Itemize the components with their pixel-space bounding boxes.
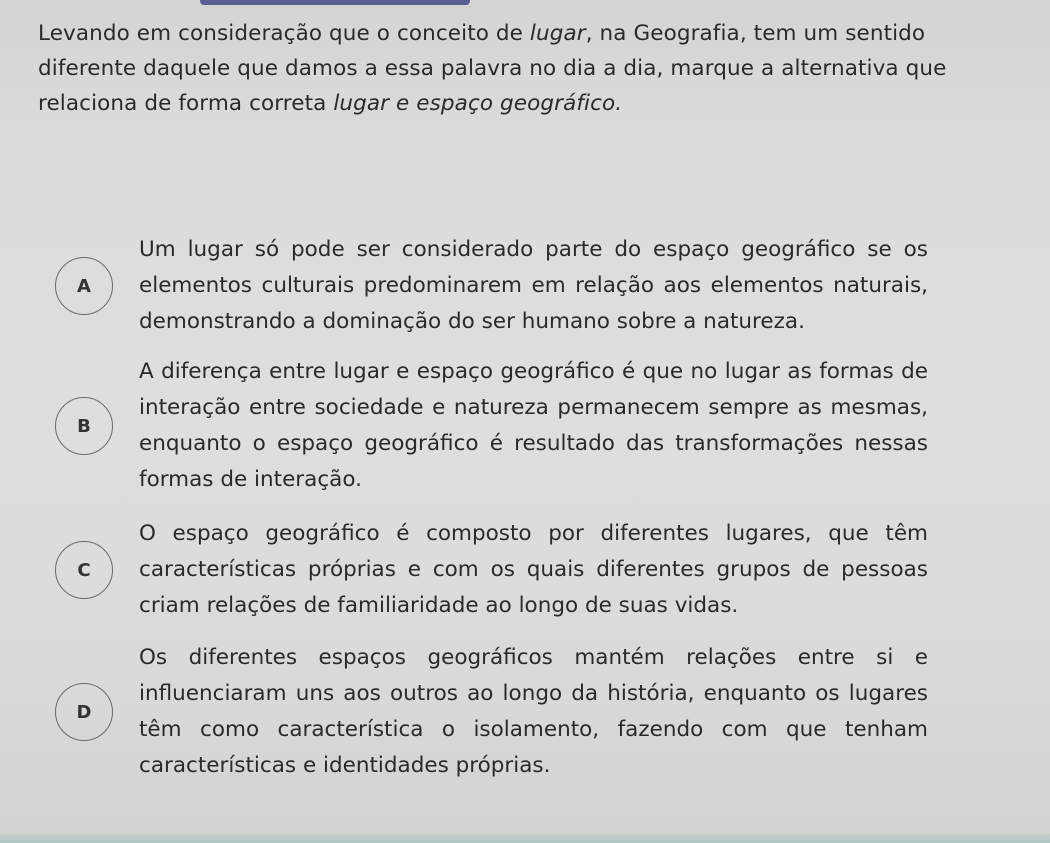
bottom-strip bbox=[0, 834, 1050, 843]
answer-options bbox=[55, 232, 935, 784]
option-b-letter[interactable]: B bbox=[55, 397, 113, 455]
option-d-text[interactable]: Os diferentes espaços geográficos mantém relações entre si e influenciaram uns aos outros ao longo da história, enquanto os lugares têm como característica o isolamento, fazendo com que tenham características e identidades próprias. bbox=[139, 645, 928, 778]
question-line-2: diferente daquele que damos a essa palavra no dia a dia, marque a alternativa que bbox=[38, 56, 947, 81]
option-a-letter[interactable]: A bbox=[55, 257, 113, 315]
option-a-text[interactable]: Um lugar só pode ser considerado parte do espaço geográfico se os elementos culturais predominarem em relação aos elementos naturais, demonstrando a dominação do ser humano sobre a natureza. bbox=[139, 237, 928, 334]
question-text bbox=[38, 16, 1043, 121]
question-emphasis-terms: lugar e espaço geográfico. bbox=[333, 91, 623, 116]
top-accent-bar bbox=[200, 0, 470, 5]
question-emphasis-lugar: lugar bbox=[529, 21, 586, 46]
option-b[interactable] bbox=[55, 354, 935, 498]
option-a[interactable] bbox=[55, 232, 935, 340]
question-line-1: Levando em consideração que o conceito de lugar, na Geografia, tem um sentido bbox=[38, 21, 926, 46]
option-c-text[interactable]: O espaço geográfico é composto por diferentes lugares, que têm características próprias e com os quais diferentes grupos de pessoas criam relações de familiaridade ao longo de suas vidas. bbox=[139, 521, 928, 618]
option-b-text[interactable]: A diferença entre lugar e espaço geográfico é que no lugar as formas de interação entre sociedade e natureza permanecem sempre as mesmas, enquanto o espaço geográfico é resultado das transformações nessas formas de interação. bbox=[139, 359, 928, 492]
option-c[interactable] bbox=[55, 516, 935, 624]
question-line-3: relaciona de forma correta lugar e espaço geográfico. bbox=[38, 91, 623, 116]
option-d[interactable] bbox=[55, 640, 935, 784]
option-c-letter[interactable]: C bbox=[55, 541, 113, 599]
option-d-letter[interactable]: D bbox=[55, 683, 113, 741]
